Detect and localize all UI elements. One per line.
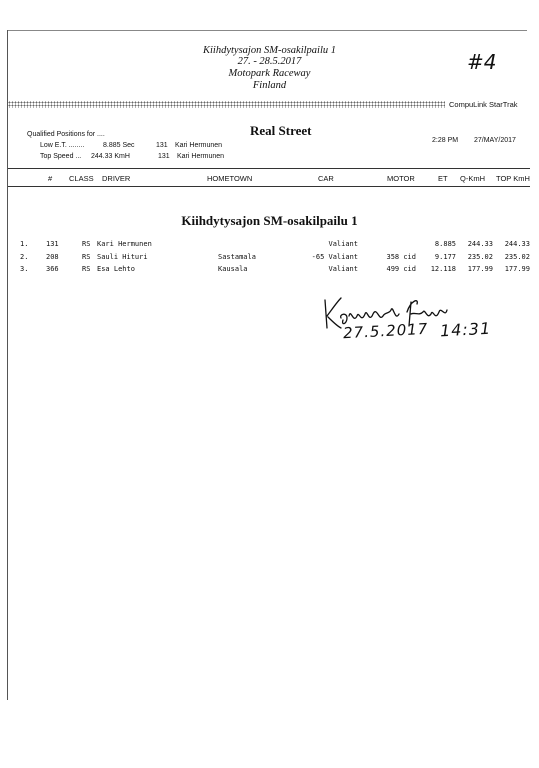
top-speed-driver: Kari Hermunen xyxy=(177,153,225,160)
col-hometown: HOMETOWN xyxy=(207,174,253,183)
brand-label: CompuLink StarTrak xyxy=(449,100,518,109)
col-driver: DRIVER xyxy=(102,174,131,183)
col-q-kmh: Q-KmH xyxy=(460,174,485,183)
header-line-2: 27. - 28.5.2017 xyxy=(237,56,302,67)
dotted-separator xyxy=(8,101,445,108)
col-et: ET xyxy=(438,174,448,183)
row-1-number: 131 xyxy=(46,240,59,248)
header-line-1: Kiihdytysajon SM-osakilpailu 1 xyxy=(203,45,336,56)
row-2-position: 2. xyxy=(20,253,29,261)
low-et-driver: Kari Hermunen xyxy=(175,142,223,149)
event-title: Kiihdytysajon SM-osakilpailu 1 xyxy=(181,213,358,228)
page-border-top xyxy=(7,30,527,31)
row-2-number: 208 xyxy=(46,253,59,261)
row-2-motor: 358 cid xyxy=(386,253,416,261)
row-3-top-kmh: 177.99 xyxy=(504,265,530,273)
column-header-bottom-rule xyxy=(8,186,530,187)
row-3-class: RS xyxy=(82,265,91,273)
col-motor: MOTOR xyxy=(387,174,415,183)
row-3-hometown: Kausala xyxy=(218,265,248,273)
row-1-class: RS xyxy=(82,240,91,248)
row-3-number: 366 xyxy=(46,265,59,273)
column-header-top-rule xyxy=(8,168,530,169)
row-2-class: RS xyxy=(82,253,91,261)
row-3-q-kmh: 177.99 xyxy=(467,265,493,273)
header-line-4: Finland xyxy=(252,80,287,91)
row-3-driver: Esa Lehto xyxy=(97,265,135,273)
row-3-et: 12.118 xyxy=(430,265,456,273)
qualified-label: Qualified Positions for .... xyxy=(27,131,105,138)
row-2-top-kmh: 235.02 xyxy=(504,253,530,261)
page-border-left xyxy=(7,30,8,700)
header-line-3: Motopark Raceway xyxy=(228,68,311,79)
col-class: CLASS xyxy=(69,174,94,183)
row-2-q-kmh: 235.02 xyxy=(467,253,493,261)
low-et-number: 131 xyxy=(156,142,168,149)
top-speed-value: 244.33 KmH xyxy=(91,153,130,160)
row-1-position: 1. xyxy=(20,240,29,248)
low-et-label: Low E.T. ........ xyxy=(40,142,85,149)
handwritten-page-mark: #4 xyxy=(467,50,497,74)
row-1-top-kmh: 244.33 xyxy=(504,240,530,248)
row-2-driver: Sauli Hituri xyxy=(97,253,148,261)
report-date: 27/MAY/2017 xyxy=(474,137,516,144)
col-car: CAR xyxy=(318,174,334,183)
col-number: # xyxy=(48,174,53,183)
row-3-car: Valiant xyxy=(328,265,358,273)
row-1-car: Valiant xyxy=(328,240,358,248)
row-1-et: 8.885 xyxy=(434,240,456,248)
low-et-value: 8.885 Sec xyxy=(103,142,135,149)
row-2-car: -65 Valiant xyxy=(311,253,358,261)
row-2-et: 9.177 xyxy=(434,253,456,261)
report-time: 2:28 PM xyxy=(432,137,459,144)
signature-time: 14:31 xyxy=(439,318,492,341)
row-1-q-kmh: 244.33 xyxy=(467,240,493,248)
class-title: Real Street xyxy=(250,123,312,138)
row-3-position: 3. xyxy=(20,265,29,273)
col-top-kmh: TOP KmH xyxy=(496,174,530,183)
top-speed-label: Top Speed ... xyxy=(40,153,82,160)
row-2-hometown: Sastamala xyxy=(218,253,256,261)
top-speed-number: 131 xyxy=(158,153,170,160)
row-3-motor: 499 cid xyxy=(386,265,416,273)
row-1-driver: Kari Hermunen xyxy=(97,240,152,248)
signature-date: 27.5.2017 xyxy=(342,319,429,343)
